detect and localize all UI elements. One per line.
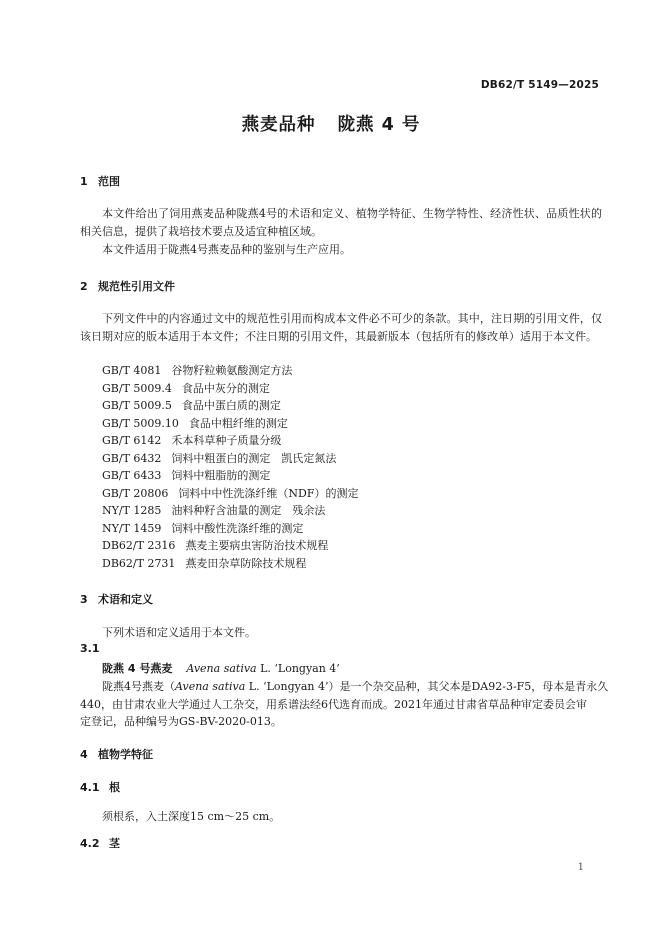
ref-code: GB/T 20806	[102, 487, 169, 500]
ref-title: 食品中灰分的测定	[181, 382, 270, 395]
ref-title: 饲料中中性洗涤纤维（NDF）的测定	[178, 487, 359, 500]
ref-title: 燕麦主要病虫害防治技术规程	[185, 539, 329, 552]
section1-para2: 本文件适用于陇燕4号燕麦品种的鉴别与生产应用。	[102, 243, 351, 256]
ref-item	[102, 415, 288, 431]
ref-code: GB/T 5009.10	[102, 417, 179, 430]
ref-title: 谷物籽粒赖氨酸测定方法	[171, 364, 293, 377]
ref-title: 食品中蛋白质的测定	[181, 399, 281, 412]
ref-code: GB/T 5009.5	[102, 399, 172, 412]
section1-para1: 本文件给出了饲用燕麦品种陇燕4号的术语和定义、植物学特征、生物学特性、经济性状、品质性状的相关信息，提供了栽培技术要点及适宜种植区域。	[80, 207, 602, 238]
ref-item	[102, 467, 270, 483]
ref-title: 燕麦田杂草防除技术规程	[185, 557, 307, 570]
ref-item	[102, 432, 281, 448]
ref-item	[102, 537, 328, 553]
section2-intro: 下列文件中的内容通过文中的规范性引用而构成本文件必不可少的条款。其中，注日期的引用文件，仅该日期对应的版本适用于本文件；不注日期的引用文件，其最新版本（包括所有的修改单）适用于本文件。	[80, 312, 602, 343]
ref-code: GB/T 6433	[102, 469, 162, 482]
section1-heading	[80, 173, 120, 189]
subsection-4-2-number: 4.2	[80, 837, 100, 850]
def-latin: Avena sativa	[175, 680, 246, 693]
ref-item	[102, 397, 281, 413]
ref-item	[102, 485, 358, 501]
term-chinese: 陇燕 4 号燕麦	[102, 662, 173, 675]
document-title	[0, 111, 662, 136]
section4-title: 植物学特征	[98, 748, 153, 761]
ref-item	[102, 555, 306, 571]
subsection-4-2-title: 茎	[109, 837, 120, 850]
ref-title: 饲料中酸性洗涤纤维的测定	[171, 522, 304, 535]
term-cultivar: L. ‘Longyan 4’	[260, 662, 340, 675]
term-definition-line3: 定登记，品种编号为GS-BV-2020-013。	[80, 715, 282, 728]
ref-code: NY/T 1285	[102, 504, 162, 517]
ref-code: GB/T 6142	[102, 434, 162, 447]
ref-title: 饲料中粗脂肪的测定	[171, 469, 271, 482]
section3-title: 术语和定义	[98, 593, 153, 606]
document-code: DB62/T 5149—2025	[480, 79, 599, 91]
section3-heading	[80, 591, 153, 607]
ref-title: 油料种籽含油量的测定 残余法	[171, 504, 326, 517]
ref-item	[102, 362, 292, 378]
ref-code: GB/T 6432	[102, 452, 162, 465]
page-number: 1	[577, 862, 584, 873]
term-definition-line2: 440，由甘肃农业大学通过人工杂交，用系谱法经6代选育而成。2021年通过甘肃省草品种审定委员会审	[80, 698, 587, 711]
ref-code: NY/T 1459	[102, 522, 162, 535]
term-latin: Avena sativa	[186, 662, 257, 675]
ref-code: GB/T 4081	[102, 364, 162, 377]
title-part2: 陇燕 4 号	[337, 115, 421, 135]
section2-number: 2	[80, 280, 88, 293]
section2-title: 规范性引用文件	[98, 280, 175, 293]
ref-title: 禾本科草种子质量分级	[171, 434, 282, 447]
term-definition-line1	[102, 678, 608, 694]
section3-number: 3	[80, 593, 88, 606]
def-mid: L. ‘Longyan 4’）是一个杂交品种，其父本是DA92-3-F5，母本是青永久	[248, 680, 609, 693]
ref-title: 饲料中粗蛋白的测定 凯氏定氮法	[171, 452, 337, 465]
subsection-4-2-heading	[80, 835, 120, 851]
ref-item	[102, 502, 325, 518]
term-heading	[102, 660, 340, 676]
section3-intro: 下列术语和定义适用于本文件。	[102, 626, 256, 639]
term-number: 3.1	[80, 642, 100, 655]
ref-code: DB62/T 2316	[102, 539, 176, 552]
section4-heading	[80, 746, 153, 762]
section1-title: 范围	[98, 175, 120, 188]
ref-code: GB/T 5009.4	[102, 382, 172, 395]
subsection-4-1-title: 根	[109, 781, 120, 794]
section2-heading	[80, 278, 175, 294]
title-part1: 燕麦品种	[241, 115, 316, 135]
ref-item	[102, 520, 303, 536]
def-prefix: 陇燕4号燕麦（	[102, 680, 175, 693]
subsection-4-1-heading	[80, 779, 120, 795]
ref-item	[102, 380, 270, 396]
ref-code: DB62/T 2731	[102, 557, 176, 570]
ref-item	[102, 450, 336, 466]
subsection-4-1-text: 须根系，入土深度15 cm～25 cm。	[102, 810, 281, 823]
section4-number: 4	[80, 748, 88, 761]
ref-title: 食品中粗纤维的测定	[188, 417, 288, 430]
section1-number: 1	[80, 175, 88, 188]
subsection-4-1-number: 4.1	[80, 781, 100, 794]
